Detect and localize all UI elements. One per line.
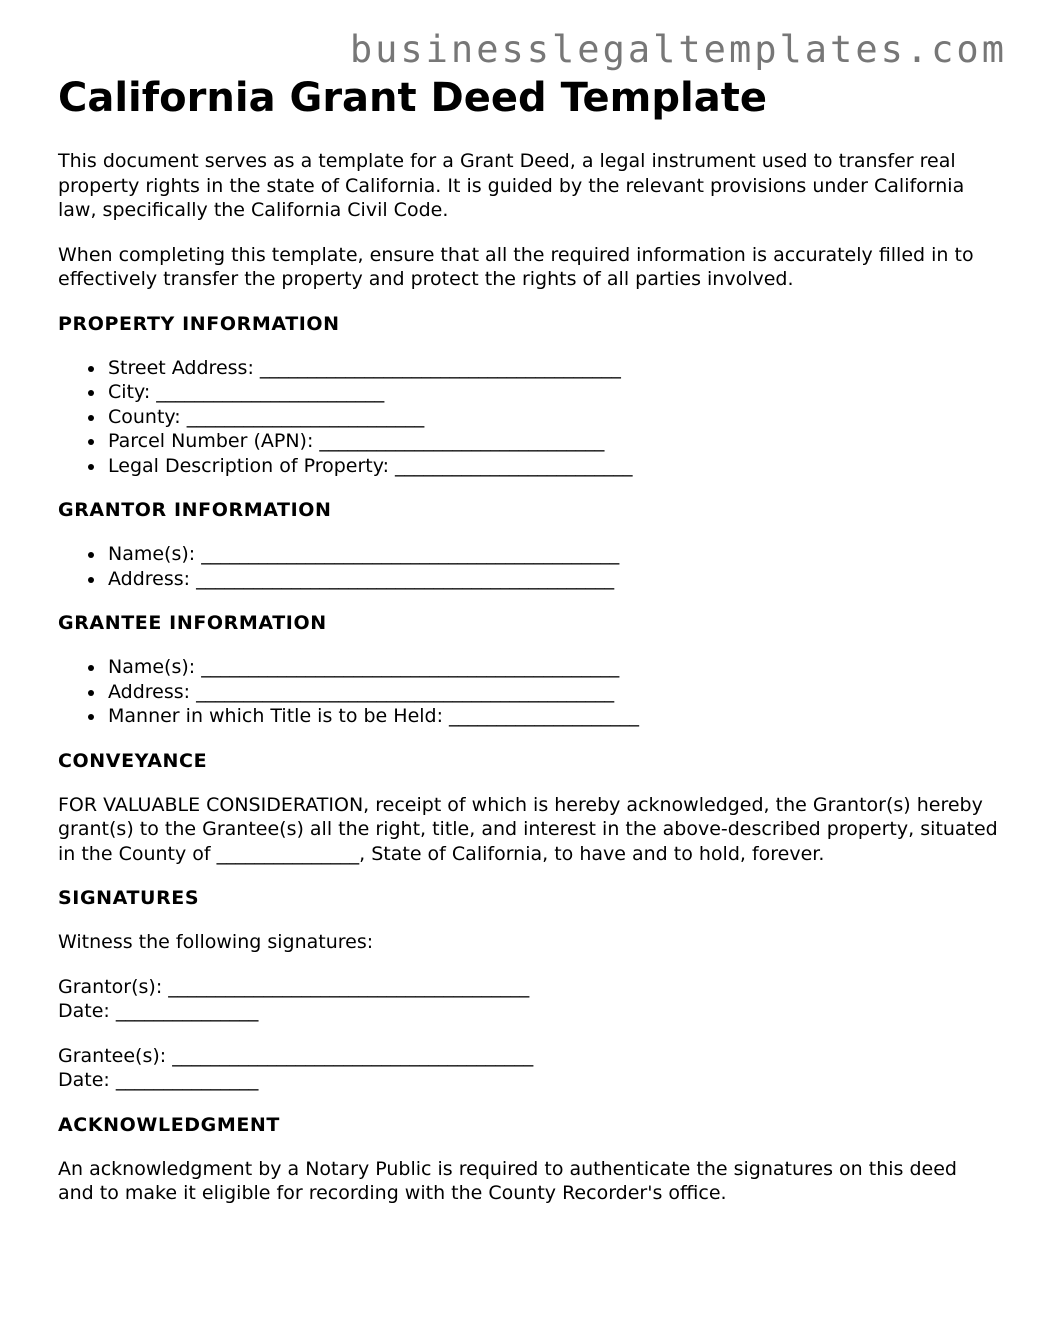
intro-paragraph-1: This document serves as a template for a Grant Deed, a legal instrument used to transfer real property rights in the state of California. It is guided by the relevant provisions under California law, specifically the California Civil Code. — [58, 150, 965, 221]
street-address-field: Street Address: ______________________________________ — [108, 356, 998, 381]
grantor-name-field: Name(s): ____________________________________________ — [108, 542, 998, 567]
conveyance-heading: CONVEYANCE — [58, 749, 208, 772]
document-page — [58, 72, 998, 1226]
signatures-heading: SIGNATURES — [58, 887, 200, 909]
watermark: businesslegaltemplates.com — [349, 28, 1007, 71]
conveyance-text: FOR VALUABLE CONSIDERATION, receipt of which is hereby acknowledged, the Grantor(s) hereby grant(s) to the Grantee(s) all the right, title, and interest in the above-described property, situated in the County of _______________, State of California, to have and to hold, forever. — [58, 793, 998, 865]
grantor-signature-block — [58, 975, 998, 1024]
acknowledgment-text: An acknowledgment by a Notary Public is required to authenticate the signatures on this deed and to make it eligible for recording with the County Recorder's office. — [58, 1157, 957, 1204]
grantor-heading: GRANTOR INFORMATION — [58, 499, 332, 521]
document-title: California Grant Deed Template — [58, 75, 767, 121]
grantee-address-field: Address: ____________________________________________ — [108, 680, 998, 705]
grantee-name-field: Name(s): ____________________________________________ — [108, 655, 998, 680]
title-manner-field: Manner in which Title is to be Held: ____________________ — [108, 704, 998, 729]
county-field: County: _________________________ — [108, 405, 998, 430]
grantee-list — [58, 655, 998, 729]
city-field: City: ________________________ — [108, 380, 998, 405]
signatures-intro: Witness the following signatures: — [58, 931, 374, 953]
grantee-signature-line: Grantee(s): ______________________________________ — [58, 1044, 534, 1067]
intro-paragraph-2: When completing this template, ensure that all the required information is accurately filled in to effectively transfer the property and protect the rights of all parties involved. — [58, 243, 974, 290]
property-list — [58, 356, 998, 479]
property-heading: PROPERTY INFORMATION — [58, 312, 340, 335]
parcel-number-field: Parcel Number (APN): ______________________________ — [108, 429, 998, 454]
acknowledgment-heading: ACKNOWLEDGMENT — [58, 1113, 280, 1136]
grantee-signature-block — [58, 1044, 998, 1093]
grantor-address-field: Address: ____________________________________________ — [108, 567, 998, 592]
grantee-heading: GRANTEE INFORMATION — [58, 612, 327, 634]
grantor-list — [58, 542, 998, 591]
grantee-date-line: Date: _______________ — [58, 1069, 259, 1091]
grantor-date-line: Date: _______________ — [58, 1000, 259, 1022]
grantor-signature-line: Grantor(s): ______________________________________ — [58, 975, 530, 998]
legal-description-field: Legal Description of Property: _________________________ — [108, 454, 998, 479]
